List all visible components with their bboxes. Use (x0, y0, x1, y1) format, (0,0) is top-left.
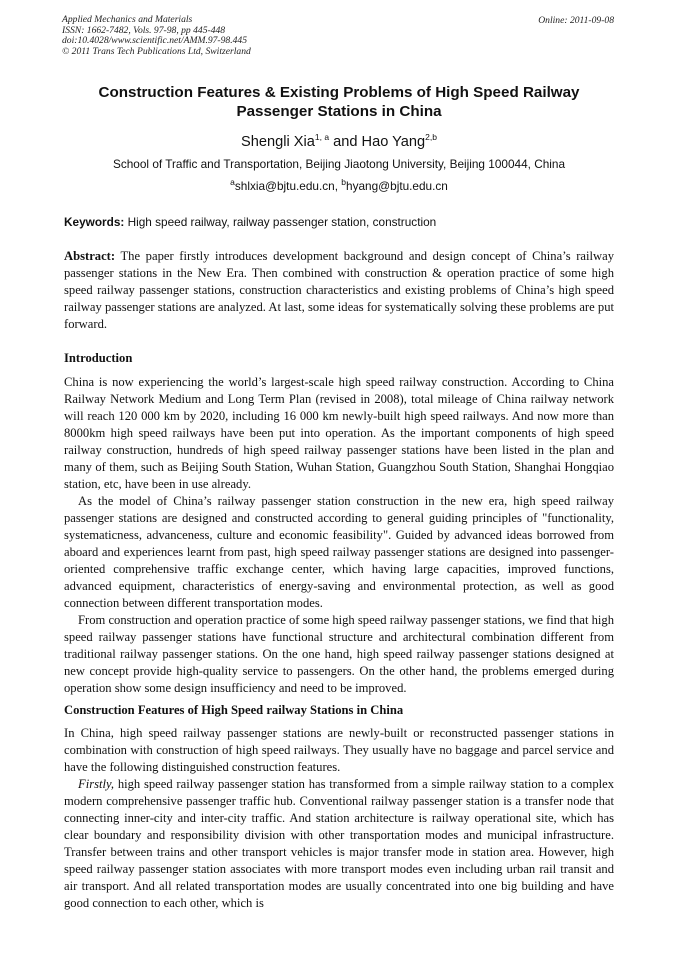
email-superscript: a (230, 177, 235, 187)
paragraph-text: high speed railway passenger station has transformed from a simple railway station to a complex modern comprehensive passenger traffic hub. Conventional railway passenger station is a transfer node that connecting inner-city and inter-city traffic. And station architecture is railway operational site, which has clear boundary and responsibility division with other transportation modes and municipal infrastructure. Transfer between trains and other transport vehicles is major transfer mode in station area. However, high speed railway passenger station associates with more transport modes even including urban rail transit and air transport. And all related transportation modes are usually concentrated into one big building and have good connection to each other, which is (64, 777, 614, 910)
author-name: Hao Yang (361, 133, 426, 150)
doi-line: doi:10.4028/www.scientific.net/AMM.97-98.445 (62, 35, 248, 47)
copyright-line: © 2011 Trans Tech Publications Ltd, Switzerland (62, 45, 251, 57)
author-superscript: 1, a (314, 132, 330, 142)
issn-line: ISSN: 1662-7482, Vols. 97-98, pp 445-448 (62, 24, 226, 36)
paragraph: China is now experiencing the world’s largest-scale high speed railway construction. According to China Railway Network Medium and Long Term Plan (revised in 2008), total mileage of China railway network will reach 120 000 km by 2020, including 16 000 km newly-built high speed railways. And now more than 8000km high speed railways have been put into operation. As the important components of high speed railway construction, hundreds of high speed railway passenger stations have been listed in the plan and many of them, such as Beijing South Station, Wuhan Station, Guangzhou South Station, Shanghai Hongqiao station, etc, have been in use already. (64, 375, 614, 491)
abstract-text: The paper firstly introduces development background and design concept of China’s railway passenger stations in the New Era. Then combined with construction & operation practice of some high speed railway passenger stations, construction characteristics and existing problems of China’s high speed railway passenger stations are analyzed. At last, some ideas for systematically solving these problems are put forward. (64, 249, 614, 331)
email-superscript: b (341, 177, 347, 187)
keywords-label: Keywords: (64, 215, 125, 229)
paragraph: In China, high speed railway passenger stations are newly-built or reconstructed passenger stations in combination with construction of high speed railways. They usually have no baggage and parcel service and have the following distinguished construction features. (64, 726, 614, 774)
paragraph (64, 776, 614, 912)
author-name: Shengli Xia (241, 133, 315, 150)
paper-title: Construction Features & Existing Problems of High Speed Railway Passenger Stations in China (98, 84, 580, 120)
construction-features-body (64, 725, 614, 912)
keywords-text: High speed railway, railway passenger station, construction (124, 215, 437, 229)
journal-header (62, 15, 251, 57)
abstract-label: Abstract: (64, 249, 116, 263)
paragraph: From construction and operation practice of some high speed railway passenger stations, we find that high speed railway passenger stations have functional structure and architectural combination different from traditional railway passenger stations. On the one hand, high speed railway passenger stations designed at new concept provide high-quality service to passengers. On the other hand, the problems emerged during operation show some design insufficiency and need to be improved. (64, 613, 614, 695)
author-line (0, 132, 678, 150)
introduction-body (64, 374, 614, 697)
email-address[interactable]: hyang@bjtu.edu.cn (346, 178, 448, 193)
affiliation: School of Traffic and Transportation, Beijing Jiaotong University, Beijing 100044, China (112, 157, 566, 171)
section-heading-introduction: Introduction (64, 351, 133, 365)
online-date: Online: 2011-09-08 (538, 15, 614, 26)
abstract (64, 248, 614, 333)
email-line (0, 177, 678, 193)
paragraph-lead: Firstly, (78, 777, 115, 791)
section-heading-construction-features: Construction Features of High Speed railway Stations in China (64, 703, 404, 717)
paragraph: As the model of China’s railway passenger station construction in the new era, high speed railway passenger stations are designed and constructed according to general guiding principles of "functionality, systematicness, advanceness, culture and economic feasibility". Guided by advanced ideas borrowed from aboard and experiences learnt from past, high speed railway passenger stations are designed into passenger-oriented comprehensive traffic exchange center, which having large capacities, improved functions, advanced equipment, characteristics of energy-saving and environmental protection, as well as good connection between different transportation modes. (64, 494, 614, 610)
email-address[interactable]: shlxia@bjtu.edu.cn, (234, 178, 342, 193)
keywords (64, 215, 614, 229)
author-superscript: 2,b (425, 132, 437, 142)
journal-name: Applied Mechanics and Materials (62, 14, 193, 25)
author-conjunction: and (329, 133, 362, 150)
